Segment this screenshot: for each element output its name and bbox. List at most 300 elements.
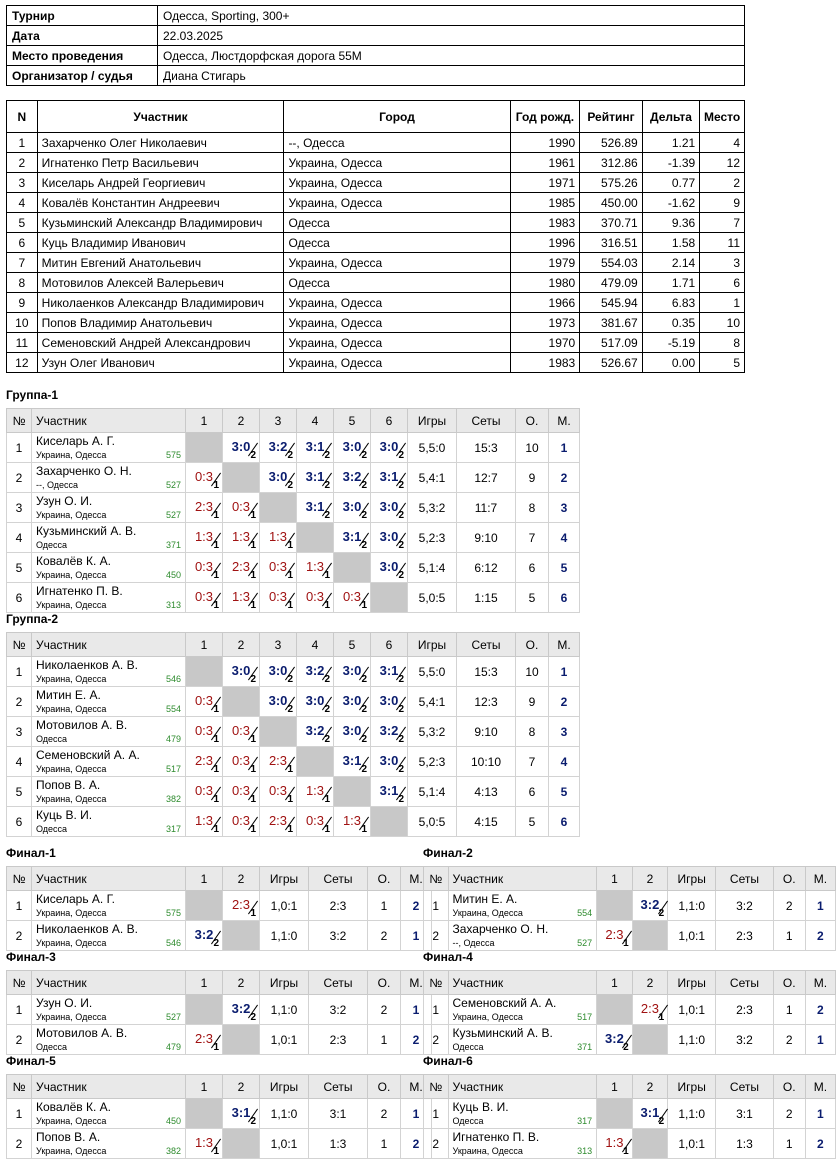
group-header-cell: Участник xyxy=(32,1075,186,1099)
row-place: 1 xyxy=(805,1025,835,1055)
participant-rating: 450 xyxy=(165,570,181,580)
player-cell: Игнатенко Петр Васильевич xyxy=(37,153,284,173)
player-cell: 526.67 xyxy=(580,353,642,373)
row-games: 5,3:2 xyxy=(408,493,457,523)
player-row xyxy=(7,353,745,373)
match-points: 1 xyxy=(287,764,293,775)
group-header-cell: Сеты xyxy=(716,971,774,995)
group-header-cell: М. xyxy=(401,867,432,891)
match-points: 2 xyxy=(250,450,256,461)
players-header-cell: Место xyxy=(700,101,745,133)
row-points: 5 xyxy=(516,807,549,837)
player-cell: 2 xyxy=(7,153,38,173)
info-value: Диана Стигарь xyxy=(158,66,745,86)
participant-name: Игнатенко П. В. xyxy=(36,584,123,598)
match-score: 3:2 xyxy=(342,469,362,484)
group-header-cell: № xyxy=(424,971,449,995)
match-score: 0:3 xyxy=(305,589,325,604)
participant-city: Одесса xyxy=(36,824,68,834)
group-row xyxy=(7,717,580,747)
match-points: 1 xyxy=(213,540,219,551)
row-games: 5,4:1 xyxy=(408,687,457,717)
match-score: 3:1 xyxy=(305,439,325,454)
participant-cell xyxy=(32,657,186,687)
diagonal-cell xyxy=(334,777,371,807)
match-cell xyxy=(597,921,633,951)
match-points: 2 xyxy=(398,540,404,551)
match-points: 1 xyxy=(213,704,219,715)
diagonal-cell xyxy=(334,553,371,583)
group-header-row xyxy=(424,971,836,995)
participant-cell xyxy=(448,921,597,951)
group-header-cell: О. xyxy=(368,971,401,995)
participant-cell xyxy=(32,1025,186,1055)
group-header-cell: 2 xyxy=(223,633,260,657)
info-row xyxy=(7,66,745,86)
row-place: 2 xyxy=(549,463,580,493)
group-header-cell: М. xyxy=(805,867,835,891)
diagonal-cell xyxy=(186,657,223,687)
group-title: Финал-3 xyxy=(6,950,56,964)
row-games: 1,0:1 xyxy=(260,1025,309,1055)
match-points: 2 xyxy=(398,794,404,805)
player-cell: 0.35 xyxy=(642,313,699,333)
row-points: 6 xyxy=(516,777,549,807)
row-number: 5 xyxy=(7,553,32,583)
match-score: 3:1 xyxy=(305,499,325,514)
participant-name: Митин Е. А. xyxy=(36,688,101,702)
group-header-cell: 1 xyxy=(597,867,633,891)
match-score: 1:3 xyxy=(194,529,214,544)
match-score: 1:3 xyxy=(305,783,325,798)
row-points: 2 xyxy=(773,1025,805,1055)
row-number: 2 xyxy=(7,1025,32,1055)
info-key: Организатор / судья xyxy=(7,66,158,86)
match-cell xyxy=(371,657,408,687)
player-cell: Захарченко Олег Николаевич xyxy=(37,133,284,153)
player-cell: 0.77 xyxy=(642,173,699,193)
player-cell: Попов Владимир Анатольевич xyxy=(37,313,284,333)
match-points: 1 xyxy=(213,570,219,581)
participant-name: Игнатенко П. В. xyxy=(452,1130,540,1144)
group-header-cell: Игры xyxy=(668,1075,716,1099)
row-number: 4 xyxy=(7,747,32,777)
participant-name: Киселарь А. Г. xyxy=(36,892,115,906)
player-cell: Украина, Одесса xyxy=(284,153,510,173)
match-points: 2 xyxy=(324,450,330,461)
match-cell xyxy=(597,1025,633,1055)
participant-rating: 527 xyxy=(577,938,593,948)
info-value: Одесса, Sporting, 300+ xyxy=(158,6,745,26)
match-points: 1 xyxy=(324,600,330,611)
group-title: Группа-1 xyxy=(6,388,59,402)
match-points: 2 xyxy=(398,704,404,715)
match-points: 1 xyxy=(250,824,256,835)
player-cell: 1996 xyxy=(510,233,580,253)
player-cell: -1.39 xyxy=(642,153,699,173)
row-sets: 10:10 xyxy=(457,747,516,777)
row-points: 1 xyxy=(773,921,805,951)
group-header-cell: Участник xyxy=(448,867,597,891)
player-cell: Украина, Одесса xyxy=(284,253,510,273)
match-cell xyxy=(260,433,297,463)
info-key: Турнир xyxy=(7,6,158,26)
player-cell: 9.36 xyxy=(642,213,699,233)
match-score: 0:3 xyxy=(194,693,214,708)
participant-city: Украина, Одесса xyxy=(36,1146,107,1156)
match-score: 3:0 xyxy=(379,439,399,454)
row-sets: 2:3 xyxy=(716,921,774,951)
match-score: 2:3 xyxy=(194,1031,214,1046)
row-points: 2 xyxy=(773,1099,805,1129)
player-cell: Николаенков Александр Владимирович xyxy=(37,293,284,313)
participant-name: Захарченко О. Н. xyxy=(452,922,549,936)
match-cell xyxy=(334,523,371,553)
participant-name: Кузьминский А. В. xyxy=(36,524,137,538)
player-cell: Киселарь Андрей Георгиевич xyxy=(37,173,284,193)
row-games: 5,2:3 xyxy=(408,523,457,553)
player-cell: -1.62 xyxy=(642,193,699,213)
match-points: 2 xyxy=(398,674,404,685)
participant-cell xyxy=(32,717,186,747)
match-points: 1 xyxy=(287,824,293,835)
group-header-cell: № xyxy=(7,1075,32,1099)
match-points: 1 xyxy=(287,600,293,611)
player-cell: Украина, Одесса xyxy=(284,293,510,313)
match-points: 1 xyxy=(250,540,256,551)
participant-rating: 554 xyxy=(577,908,593,918)
match-points: 2 xyxy=(398,764,404,775)
diagonal-cell xyxy=(260,493,297,523)
player-cell: 0.00 xyxy=(642,353,699,373)
group-row xyxy=(7,583,580,613)
match-cell xyxy=(334,717,371,747)
player-cell: 12 xyxy=(7,353,38,373)
player-cell: 12 xyxy=(700,153,745,173)
match-score: 2:3 xyxy=(268,813,288,828)
row-sets: 2:3 xyxy=(716,995,774,1025)
match-points: 2 xyxy=(361,450,367,461)
match-points: 1 xyxy=(213,1042,219,1053)
match-cell xyxy=(223,777,260,807)
match-score: 0:3 xyxy=(268,559,288,574)
group-header-cell: О. xyxy=(773,867,805,891)
info-key: Дата xyxy=(7,26,158,46)
match-score: 0:3 xyxy=(268,589,288,604)
match-cell xyxy=(186,553,223,583)
match-score: 3:2 xyxy=(194,927,214,942)
group-header-cell: 1 xyxy=(186,971,223,995)
row-place: 2 xyxy=(805,1129,835,1159)
group-table xyxy=(6,408,580,613)
player-cell: 7 xyxy=(7,253,38,273)
group-row xyxy=(7,921,432,951)
participant-city: Украина, Одесса xyxy=(452,1146,523,1156)
participant-name: Семеновский А. А. xyxy=(452,996,557,1010)
row-points: 1 xyxy=(368,1025,401,1055)
row-place: 2 xyxy=(549,687,580,717)
participant-rating: 575 xyxy=(165,908,181,918)
match-cell xyxy=(186,523,223,553)
group-header-cell: Участник xyxy=(32,971,186,995)
players-table xyxy=(6,100,745,373)
group-table xyxy=(423,866,836,951)
group-table xyxy=(6,866,432,951)
player-cell: Мотовилов Алексей Валерьевич xyxy=(37,273,284,293)
row-place: 2 xyxy=(401,1025,432,1055)
player-cell: 575.26 xyxy=(580,173,642,193)
row-points: 7 xyxy=(516,747,549,777)
row-points: 1 xyxy=(773,1129,805,1159)
row-sets: 6:12 xyxy=(457,553,516,583)
match-score: 1:3 xyxy=(305,559,325,574)
match-points: 1 xyxy=(287,570,293,581)
group-header-cell: № xyxy=(7,409,32,433)
match-cell xyxy=(371,523,408,553)
participant-city: Украина, Одесса xyxy=(452,908,523,918)
diagonal-cell xyxy=(597,891,633,921)
group-title: Финал-6 xyxy=(423,1054,473,1068)
participant-city: Украина, Одесса xyxy=(36,510,107,520)
match-score: 1:3 xyxy=(194,1135,214,1150)
match-cell xyxy=(186,493,223,523)
group-header-cell: М. xyxy=(401,1075,432,1099)
participant-cell xyxy=(32,553,186,583)
match-points: 1 xyxy=(361,824,367,835)
row-sets: 11:7 xyxy=(457,493,516,523)
match-points: 1 xyxy=(623,1146,629,1157)
group-header-cell: 1 xyxy=(186,1075,223,1099)
group-header-cell: М. xyxy=(549,633,580,657)
player-cell: 6 xyxy=(7,233,38,253)
group-header-cell: 2 xyxy=(223,971,260,995)
participant-name: Узун О. И. xyxy=(36,494,93,508)
match-score: 3:2 xyxy=(268,439,288,454)
row-games: 5,0:5 xyxy=(408,583,457,613)
match-cell xyxy=(186,1025,223,1055)
match-score: 3:2 xyxy=(640,897,660,912)
group-title: Группа-2 xyxy=(6,612,59,626)
match-points: 2 xyxy=(250,1012,256,1023)
player-cell: 4 xyxy=(700,133,745,153)
participant-city: Украина, Одесса xyxy=(36,938,107,948)
diagonal-cell xyxy=(597,1099,633,1129)
group-header-cell: Игры xyxy=(668,867,716,891)
match-cell xyxy=(334,433,371,463)
diagonal-cell xyxy=(223,921,260,951)
match-score: 3:0 xyxy=(342,663,362,678)
player-cell: 1971 xyxy=(510,173,580,193)
match-cell xyxy=(186,807,223,837)
match-score: 3:0 xyxy=(342,723,362,738)
match-score: 0:3 xyxy=(194,723,214,738)
group-row xyxy=(424,1099,836,1129)
match-cell xyxy=(260,583,297,613)
group-title: Финал-1 xyxy=(6,846,56,860)
participant-rating: 517 xyxy=(577,1012,593,1022)
match-points: 1 xyxy=(250,794,256,805)
row-place: 1 xyxy=(401,995,432,1025)
row-number: 3 xyxy=(7,717,32,747)
match-score: 1:3 xyxy=(268,529,288,544)
participant-rating: 527 xyxy=(165,510,181,520)
row-number: 2 xyxy=(424,921,449,951)
match-score: 3:2 xyxy=(231,1001,251,1016)
player-cell: 1983 xyxy=(510,213,580,233)
row-games: 1,0:1 xyxy=(260,1129,309,1159)
diagonal-cell xyxy=(597,995,633,1025)
match-cell xyxy=(632,995,668,1025)
participant-city: Украина, Одесса xyxy=(36,600,107,610)
participant-cell xyxy=(448,1129,597,1159)
participant-rating: 382 xyxy=(165,1146,181,1156)
match-score: 1:3 xyxy=(194,813,214,828)
group-row xyxy=(7,493,580,523)
row-games: 1,1:0 xyxy=(260,1099,309,1129)
match-points: 2 xyxy=(324,734,330,745)
match-cell xyxy=(223,523,260,553)
participant-rating: 371 xyxy=(577,1042,593,1052)
player-cell: Одесса xyxy=(284,213,510,233)
match-score: 3:0 xyxy=(268,663,288,678)
match-points: 2 xyxy=(361,734,367,745)
match-score: 3:1 xyxy=(231,1105,251,1120)
participant-name: Попов В. А. xyxy=(36,778,101,792)
group-header-cell: № xyxy=(424,1075,449,1099)
match-cell xyxy=(371,433,408,463)
player-cell: 11 xyxy=(7,333,38,353)
player-cell: 312.86 xyxy=(580,153,642,173)
player-cell: 11 xyxy=(700,233,745,253)
player-row xyxy=(7,333,745,353)
group-row xyxy=(424,891,836,921)
group-header-cell: 3 xyxy=(260,409,297,433)
participant-rating: 382 xyxy=(165,794,181,804)
match-points: 1 xyxy=(250,764,256,775)
participant-cell xyxy=(32,1099,186,1129)
group-header-cell: 6 xyxy=(371,409,408,433)
player-row xyxy=(7,233,745,253)
group-table xyxy=(423,970,836,1055)
participant-rating: 317 xyxy=(577,1116,593,1126)
participant-city: Украина, Одесса xyxy=(36,570,107,580)
match-score: 0:3 xyxy=(194,469,214,484)
row-number: 2 xyxy=(424,1129,449,1159)
match-points: 2 xyxy=(398,450,404,461)
group-row xyxy=(7,463,580,493)
group-row xyxy=(424,921,836,951)
player-cell: 526.89 xyxy=(580,133,642,153)
match-score: 3:0 xyxy=(342,499,362,514)
group-header-cell: О. xyxy=(368,867,401,891)
match-score: 0:3 xyxy=(231,753,251,768)
group-table xyxy=(6,632,580,837)
participant-city: Одесса xyxy=(36,540,68,550)
match-score: 3:0 xyxy=(379,753,399,768)
match-points: 2 xyxy=(287,450,293,461)
player-cell: 1.58 xyxy=(642,233,699,253)
match-points: 1 xyxy=(213,480,219,491)
row-number: 3 xyxy=(7,493,32,523)
participant-city: Украина, Одесса xyxy=(36,764,107,774)
group-header-cell: № xyxy=(7,971,32,995)
info-row xyxy=(7,46,745,66)
diagonal-cell xyxy=(632,1129,668,1159)
row-place: 4 xyxy=(549,747,580,777)
match-points: 2 xyxy=(361,510,367,521)
participant-cell xyxy=(32,891,186,921)
row-place: 5 xyxy=(549,553,580,583)
match-points: 1 xyxy=(213,824,219,835)
player-cell: 1961 xyxy=(510,153,580,173)
diagonal-cell xyxy=(223,1129,260,1159)
row-games: 5,0:5 xyxy=(408,807,457,837)
match-score: 3:0 xyxy=(268,693,288,708)
row-games: 1,1:0 xyxy=(668,1099,716,1129)
match-score: 3:1 xyxy=(342,529,362,544)
group-title: Финал-2 xyxy=(423,846,473,860)
match-points: 1 xyxy=(324,570,330,581)
match-cell xyxy=(371,717,408,747)
match-cell xyxy=(260,807,297,837)
diagonal-cell xyxy=(297,523,334,553)
match-cell xyxy=(260,553,297,583)
match-cell xyxy=(334,687,371,717)
match-points: 2 xyxy=(361,764,367,775)
match-cell xyxy=(334,807,371,837)
group-header-cell: О. xyxy=(516,633,549,657)
row-sets: 15:3 xyxy=(457,433,516,463)
match-cell xyxy=(223,583,260,613)
match-score: 0:3 xyxy=(342,589,362,604)
row-place: 3 xyxy=(549,493,580,523)
match-points: 2 xyxy=(398,570,404,581)
participant-city: Одесса xyxy=(36,1042,68,1052)
group-row xyxy=(7,747,580,777)
row-games: 1,0:1 xyxy=(668,995,716,1025)
participant-city: Украина, Одесса xyxy=(36,794,107,804)
player-cell: 5 xyxy=(7,213,38,233)
match-score: 3:1 xyxy=(342,753,362,768)
row-number: 6 xyxy=(7,583,32,613)
match-cell xyxy=(371,553,408,583)
group-header-cell: 1 xyxy=(186,867,223,891)
match-score: 3:0 xyxy=(268,469,288,484)
player-cell: 4 xyxy=(7,193,38,213)
row-number: 1 xyxy=(7,891,32,921)
participant-rating: 479 xyxy=(165,1042,181,1052)
group-header-cell: Сеты xyxy=(457,409,516,433)
group-row xyxy=(424,1129,836,1159)
match-cell xyxy=(223,807,260,837)
group-header-cell: 2 xyxy=(632,971,668,995)
group-row xyxy=(7,1025,432,1055)
participant-city: --, Одесса xyxy=(36,480,79,490)
participant-cell xyxy=(32,807,186,837)
player-cell: 10 xyxy=(7,313,38,333)
row-games: 5,5:0 xyxy=(408,657,457,687)
match-points: 1 xyxy=(213,1146,219,1157)
row-place: 1 xyxy=(549,433,580,463)
match-points: 1 xyxy=(324,794,330,805)
match-points: 2 xyxy=(398,510,404,521)
match-score: 0:3 xyxy=(194,783,214,798)
row-number: 1 xyxy=(7,433,32,463)
match-cell xyxy=(260,687,297,717)
group-header-row xyxy=(424,1075,836,1099)
match-cell xyxy=(297,493,334,523)
players-header-cell: Город xyxy=(284,101,510,133)
